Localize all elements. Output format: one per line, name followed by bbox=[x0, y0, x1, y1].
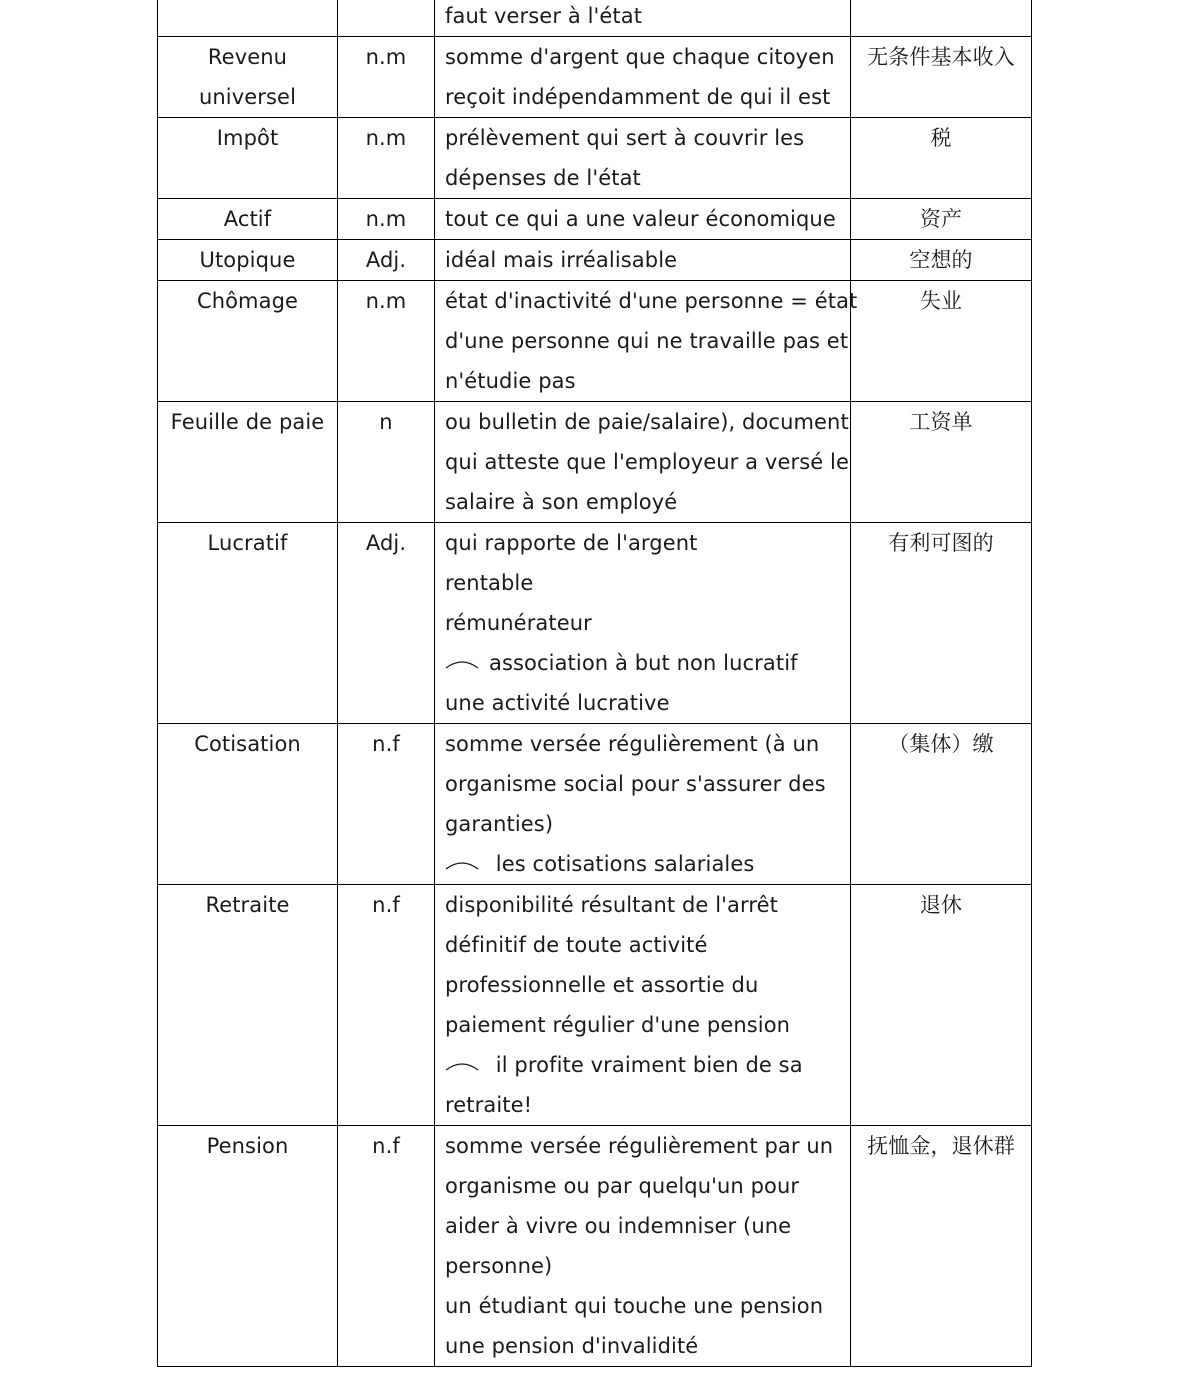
translation-cell bbox=[851, 885, 1032, 1126]
part-of-speech-cell bbox=[338, 199, 435, 240]
definition-line bbox=[445, 1326, 846, 1366]
definition-text: personne) bbox=[445, 1254, 553, 1278]
part-of-speech-cell bbox=[338, 523, 435, 724]
term-text: Actif bbox=[223, 207, 272, 231]
example-line bbox=[445, 844, 846, 884]
translation-text: 退休 bbox=[919, 893, 963, 917]
definition-line bbox=[445, 77, 846, 117]
definition-line bbox=[445, 482, 846, 522]
term-cell bbox=[158, 281, 338, 402]
part-of-speech-text: n.f bbox=[372, 893, 400, 917]
definition-cell bbox=[435, 1126, 851, 1367]
definition-line bbox=[445, 563, 846, 603]
definition-line bbox=[445, 804, 846, 844]
part-of-speech-text: n.m bbox=[365, 126, 407, 150]
definition-text: garanties) bbox=[445, 812, 554, 836]
translation-cell bbox=[851, 199, 1032, 240]
definition-line bbox=[445, 603, 846, 643]
definition-text: une pension d'invalidité bbox=[445, 1334, 699, 1358]
definition-line bbox=[445, 118, 846, 158]
term-text: Pension bbox=[206, 1134, 289, 1158]
part-of-speech-text: n bbox=[379, 410, 393, 434]
translation-cell bbox=[851, 281, 1032, 402]
definition-text: association à but non lucratif bbox=[489, 651, 798, 675]
definition-text: état d'inactivité d'une personne = état bbox=[445, 289, 858, 313]
translation-cell bbox=[851, 37, 1032, 118]
part-of-speech-cell bbox=[338, 724, 435, 885]
definition-line bbox=[445, 683, 846, 723]
translation-text: 空想的 bbox=[909, 248, 973, 272]
term-text: Retraite bbox=[205, 893, 290, 917]
example-arc-icon bbox=[445, 1060, 479, 1072]
definition-line bbox=[445, 523, 846, 563]
definition-text: dépenses de l'état bbox=[445, 166, 641, 190]
definition-line bbox=[445, 1166, 846, 1206]
example-arc-icon bbox=[445, 658, 479, 670]
table-row bbox=[158, 724, 1032, 885]
definition-line bbox=[445, 442, 849, 482]
term-cell bbox=[158, 402, 338, 523]
definition-cell bbox=[435, 37, 851, 118]
definition-text: disponibilité résultant de l'arrêt bbox=[445, 893, 778, 917]
definition-line bbox=[445, 885, 846, 925]
part-of-speech-cell bbox=[338, 1126, 435, 1367]
vocabulary-table bbox=[157, 0, 1032, 1367]
term-cell bbox=[158, 199, 338, 240]
definition-line bbox=[445, 925, 846, 965]
definition-text: somme versée régulièrement par un bbox=[445, 1134, 834, 1158]
part-of-speech-cell bbox=[338, 0, 435, 37]
definition-text: ou bulletin de paie/salaire), document bbox=[445, 410, 849, 434]
term-text: Feuille de paie bbox=[170, 410, 325, 434]
term-text: Revenu bbox=[207, 45, 288, 69]
part-of-speech-cell bbox=[338, 118, 435, 199]
definition-line bbox=[445, 1286, 846, 1326]
definition-cell bbox=[435, 240, 851, 281]
term-text: Lucratif bbox=[207, 531, 288, 555]
definition-line bbox=[445, 240, 846, 280]
definition-line bbox=[445, 281, 858, 321]
part-of-speech-text: n.f bbox=[372, 1134, 400, 1158]
translation-cell bbox=[851, 724, 1032, 885]
part-of-speech-text: n.m bbox=[365, 207, 407, 231]
definition-text: salaire à son employé bbox=[445, 490, 678, 514]
definition-text: prélèvement qui sert à couvrir les bbox=[445, 126, 805, 150]
term-text: Chômage bbox=[196, 289, 299, 313]
definition-cell bbox=[435, 0, 851, 37]
term-cell bbox=[158, 0, 338, 37]
translation-text: 有利可图的 bbox=[888, 531, 994, 555]
definition-text: qui atteste que l'employeur a versé le bbox=[445, 450, 849, 474]
definition-text: tout ce qui a une valeur économique bbox=[445, 207, 836, 231]
definition-line bbox=[445, 1246, 846, 1286]
definition-text: organisme ou par quelqu'un pour bbox=[445, 1174, 800, 1198]
translation-cell bbox=[851, 0, 1032, 37]
term-text: Cotisation bbox=[194, 732, 301, 756]
example-line bbox=[445, 1045, 846, 1085]
translation-cell bbox=[851, 1126, 1032, 1367]
definition-text: n'étudie pas bbox=[445, 369, 576, 393]
definition-text: faut verser à l'état bbox=[445, 4, 643, 28]
vocabulary-table-body bbox=[158, 0, 1032, 1367]
term-cell bbox=[158, 118, 338, 199]
term-cell bbox=[158, 523, 338, 724]
term-cell bbox=[158, 37, 338, 118]
table-row bbox=[158, 37, 1032, 118]
table-row bbox=[158, 885, 1032, 1126]
definition-text: d'une personne qui ne travaille pas et bbox=[445, 329, 849, 353]
definition-text: aider à vivre ou indemniser (une bbox=[445, 1214, 792, 1238]
part-of-speech-cell bbox=[338, 885, 435, 1126]
definition-line bbox=[445, 158, 846, 198]
definition-line bbox=[445, 321, 849, 361]
definition-text: les cotisations salariales bbox=[489, 852, 755, 876]
term-text: Impôt bbox=[216, 126, 279, 150]
part-of-speech-text: n.m bbox=[365, 289, 407, 313]
translation-cell bbox=[851, 118, 1032, 199]
term-text: Utopique bbox=[199, 248, 296, 272]
table-row bbox=[158, 199, 1032, 240]
part-of-speech-cell bbox=[338, 402, 435, 523]
example-arc-icon bbox=[445, 859, 479, 871]
table-row bbox=[158, 281, 1032, 402]
definition-line bbox=[445, 1206, 846, 1246]
table-row bbox=[158, 0, 1032, 37]
term-cell bbox=[158, 724, 338, 885]
definition-text: rémunérateur bbox=[445, 611, 592, 635]
definition-text: somme versée régulièrement (à un bbox=[445, 732, 820, 756]
table-row bbox=[158, 240, 1032, 281]
definition-text: paiement régulier d'une pension bbox=[445, 1013, 791, 1037]
term-cell bbox=[158, 1126, 338, 1367]
definition-line bbox=[445, 1005, 846, 1045]
translation-text: 资产 bbox=[919, 207, 963, 231]
part-of-speech-cell bbox=[338, 281, 435, 402]
translation-text: 工资单 bbox=[909, 410, 973, 434]
definition-cell bbox=[435, 281, 858, 402]
part-of-speech-cell bbox=[338, 37, 435, 118]
definition-text: reçoit indépendamment de qui il est bbox=[445, 85, 831, 109]
definition-text: définitif de toute activité bbox=[445, 933, 708, 957]
definition-text: professionnelle et assortie du bbox=[445, 973, 759, 997]
translation-text: 失业 bbox=[919, 289, 963, 313]
definition-line bbox=[445, 0, 846, 36]
translation-text: 抚恤金，退休群 bbox=[867, 1134, 1015, 1158]
definition-text: organisme social pour s'assurer des bbox=[445, 772, 826, 796]
translation-text: 税 bbox=[930, 126, 952, 150]
part-of-speech-text: n.f bbox=[372, 732, 400, 756]
term-cell bbox=[158, 240, 338, 281]
table-row bbox=[158, 1126, 1032, 1367]
definition-line bbox=[445, 724, 846, 764]
definition-line bbox=[445, 965, 846, 1005]
definition-text: une activité lucrative bbox=[445, 691, 670, 715]
definition-line bbox=[445, 37, 846, 77]
translation-text: 无条件基本收入 bbox=[867, 45, 1015, 69]
definition-text: somme d'argent que chaque citoyen bbox=[445, 45, 835, 69]
definition-text: retraite! bbox=[445, 1093, 533, 1117]
definition-cell bbox=[435, 885, 851, 1126]
definition-line bbox=[445, 199, 846, 239]
definition-cell bbox=[435, 118, 851, 199]
part-of-speech-text: n.m bbox=[365, 45, 407, 69]
translation-text: （集体）缴 bbox=[888, 732, 994, 756]
table-row bbox=[158, 118, 1032, 199]
definition-text: idéal mais irréalisable bbox=[445, 248, 678, 272]
definition-text: rentable bbox=[445, 571, 534, 595]
part-of-speech-text: Adj. bbox=[365, 248, 407, 272]
definition-line bbox=[445, 402, 849, 442]
translation-cell bbox=[851, 523, 1032, 724]
table-row bbox=[158, 402, 1032, 523]
translation-cell bbox=[851, 402, 1032, 523]
definition-line bbox=[445, 1126, 846, 1166]
definition-cell bbox=[435, 724, 851, 885]
term-text: universel bbox=[198, 85, 297, 109]
part-of-speech-text: Adj. bbox=[365, 531, 407, 555]
translation-cell bbox=[851, 240, 1032, 281]
definition-line bbox=[445, 764, 846, 804]
definition-cell bbox=[435, 402, 851, 523]
definition-cell bbox=[435, 523, 851, 724]
definition-text: un étudiant qui touche une pension bbox=[445, 1294, 824, 1318]
term-cell bbox=[158, 885, 338, 1126]
definition-cell bbox=[435, 199, 851, 240]
definition-line bbox=[445, 361, 846, 401]
definition-text: il profite vraiment bien de sa bbox=[489, 1053, 803, 1077]
definition-text: qui rapporte de l'argent bbox=[445, 531, 698, 555]
part-of-speech-cell bbox=[338, 240, 435, 281]
definition-line bbox=[445, 1085, 846, 1125]
example-line bbox=[445, 643, 846, 683]
table-row bbox=[158, 523, 1032, 724]
vocabulary-sheet bbox=[157, 0, 1031, 1367]
